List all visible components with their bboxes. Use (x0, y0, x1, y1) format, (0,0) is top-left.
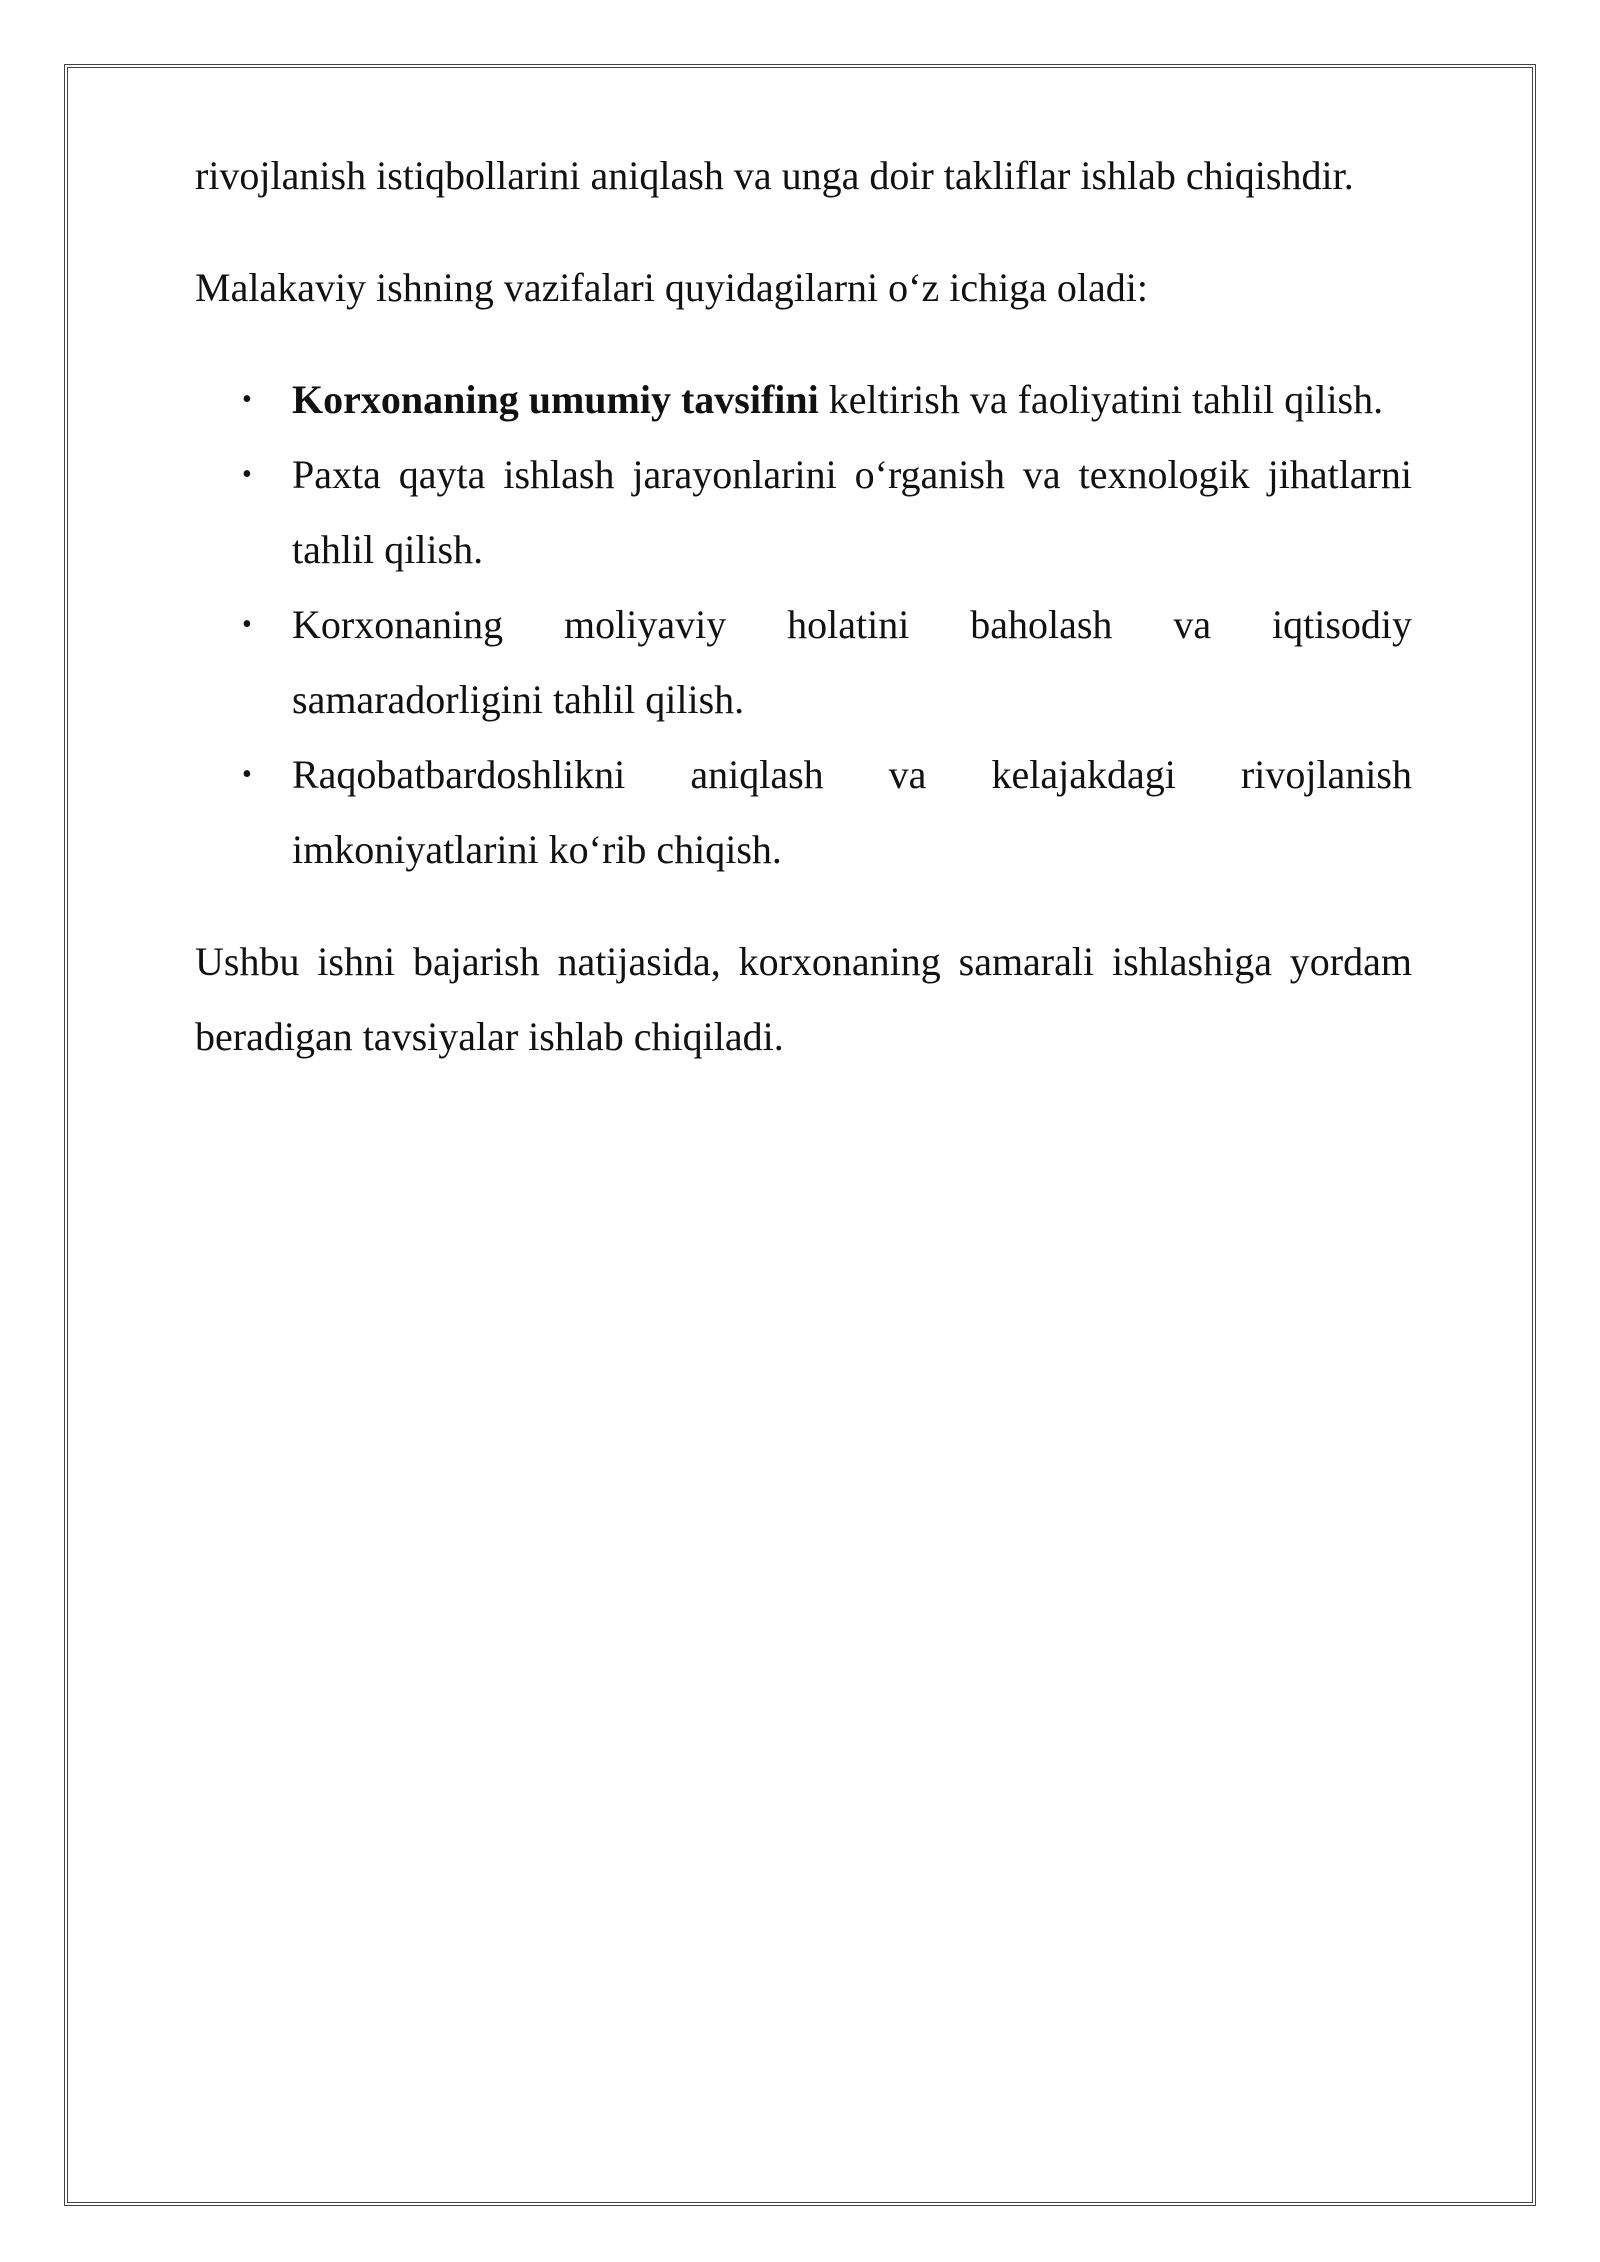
list-item-bold: Korxonaning umumiy tavsifini (292, 377, 819, 422)
document-body (195, 138, 1412, 1074)
list-item (195, 437, 1412, 587)
bullet-icon: • (242, 609, 252, 640)
intro-paragraph: rivojlanish istiqbollarini aniqlash va unga doir takliflar ishlab chiqishdir. (195, 153, 1354, 198)
bullet-icon: • (242, 759, 252, 790)
list-item (195, 362, 1412, 437)
list-item-text: Paxta qayta ishlash jarayonlarini o‘rganish va texnologik jihatlarni tahlil qilish. (292, 452, 1412, 572)
list-item (195, 737, 1412, 887)
list-item (195, 587, 1412, 737)
list-item-text: Korxonaning moliyaviy holatini baholash va iqtisodiy samaradorligini tahlil qilish. (292, 602, 1412, 722)
list-item-text: Raqobatbardoshlikni aniqlash va kelajakdagi rivojlanish imkoniyatlarini ko‘rib chiqish. (292, 752, 1412, 872)
conclusion-paragraph: Ushbu ishni bajarish natijasida, korxonaning samarali ishlashiga yordam beradigan tavsiyalar ishlab chiqiladi. (195, 939, 1412, 1059)
bullet-icon: • (242, 384, 252, 415)
bullet-icon: • (242, 459, 252, 490)
tasks-heading: Malakaviy ishning vazifalari quyidagilarni o‘z ichiga oladi: (195, 265, 1149, 310)
tasks-list (195, 362, 1412, 887)
list-item-text: keltirish va faoliyatini tahlil qilish. (818, 377, 1384, 422)
